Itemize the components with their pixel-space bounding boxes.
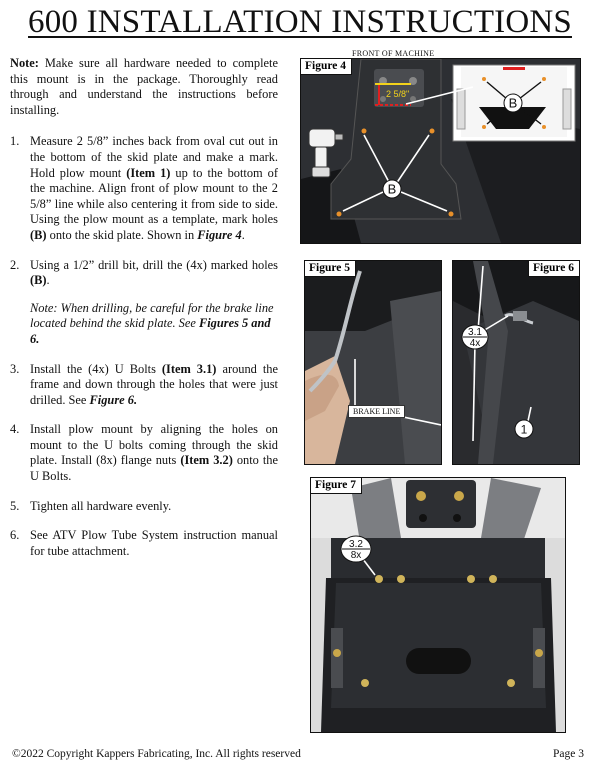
hole-ref: (B) <box>30 273 47 288</box>
note-text: Make sure all hardware needed to complete this mount is in the package. Thoroughly read through and understand the instructions before installing. <box>10 56 278 117</box>
step-text: Install plow mount by aligning the holes on mount to the U bolts coming through the skid plate. Install (8x) flange nuts <box>30 422 278 468</box>
measure-text: 2 5/8" <box>386 89 410 99</box>
figure-ref: Figure 4 <box>197 227 242 242</box>
step-text: up to the bottom of the machine. Align front of plow mount to the 2 5/8” line while also centering it from side to side. Using the plow mount as a template, mark holes <box>30 165 278 227</box>
step-text: onto the U Bolts. <box>30 453 278 484</box>
step-number: 4. <box>10 422 20 437</box>
step-text: See ATV Plow Tube System instruction manual for tube attachment. <box>30 528 278 558</box>
figure-ref: Figures 5 and 6. <box>30 316 271 346</box>
step-text: around the frame and down through the holes that were just drilled. See <box>30 361 278 407</box>
step-3 <box>10 362 278 409</box>
step-number: 3. <box>10 361 20 376</box>
callout-3-2-text: 3.2 <box>349 539 363 550</box>
step-2 <box>10 258 278 289</box>
figure-ref: Figure 6. <box>89 392 138 407</box>
page-title: 600 INSTALLATION INSTRUCTIONS <box>28 4 572 40</box>
step-5 <box>10 499 278 515</box>
callout-b-text: B <box>387 181 397 197</box>
figure-4-illustration <box>301 59 580 243</box>
figure-6-illustration <box>453 261 579 464</box>
drill-note-text: Note: When drilling, be careful for the brake line located behind the skid plate. See <box>30 300 274 331</box>
figure-4-label: Figure 4 <box>301 59 352 75</box>
steps-list-continued <box>10 362 278 560</box>
step-number: 5. <box>10 498 20 513</box>
step-number: 6. <box>10 528 20 543</box>
step-6 <box>10 528 278 559</box>
step-text: Measure 2 5/8” inches back from oval cut out in the bottom of the skid plate and make a mark. Hold plow mount <box>30 134 278 180</box>
figure-7-photo <box>310 477 566 733</box>
page-number: Page 3 <box>553 748 584 760</box>
callout-item-1-text: 1 <box>520 422 528 437</box>
item-ref: (Item 3.1) <box>161 361 217 376</box>
step-text: onto the skid plate. Shown in <box>46 227 198 242</box>
step-text: . <box>46 273 50 288</box>
inset-callout-text: B <box>508 95 518 111</box>
step-text: Using a 1/2” drill bit, drill the (4x) marked holes <box>30 257 278 272</box>
hole-ref: (B) <box>30 227 47 242</box>
figure-4-inset <box>453 65 575 141</box>
intro-note <box>10 56 278 118</box>
step-text: . <box>241 227 245 242</box>
item-ref: (Item 3.2) <box>180 453 233 468</box>
callout-8x-text: 8x <box>350 550 362 561</box>
figure-5-photo <box>304 260 442 465</box>
step-1 <box>10 134 278 243</box>
front-of-machine-label: FRONT OF MACHINE <box>352 49 435 58</box>
figure-7-label: Figure 7 <box>311 478 362 494</box>
copyright-footer: ©2022 Copyright Kappers Fabricating, Inc. All rights reserved <box>12 748 301 760</box>
figure-5-label: Figure 5 <box>305 261 356 277</box>
figure-6-label: Figure 6 <box>528 261 579 277</box>
figure-6-photo <box>452 260 580 465</box>
figure-7-illustration <box>311 478 565 732</box>
brake-line-text: BRAKE LINE <box>353 407 401 416</box>
step-4 <box>10 422 278 484</box>
steps-list <box>10 134 278 288</box>
callout-3-1-text: 3.1 <box>468 327 482 338</box>
figure-5-illustration <box>305 261 441 464</box>
item-ref: (Item 1) <box>126 165 171 180</box>
step-number: 2. <box>10 257 20 272</box>
step-text: Tighten all hardware evenly. <box>30 498 172 513</box>
callout-4x-text: 4x <box>469 338 481 349</box>
drill-note <box>28 301 278 348</box>
step-number: 1. <box>10 134 20 149</box>
step-text: Install the (4x) U Bolts <box>30 361 162 376</box>
instructions-column <box>10 56 278 573</box>
brake-line-label <box>348 405 405 418</box>
note-label: Note: <box>10 56 39 70</box>
figure-4-photo <box>300 58 581 244</box>
